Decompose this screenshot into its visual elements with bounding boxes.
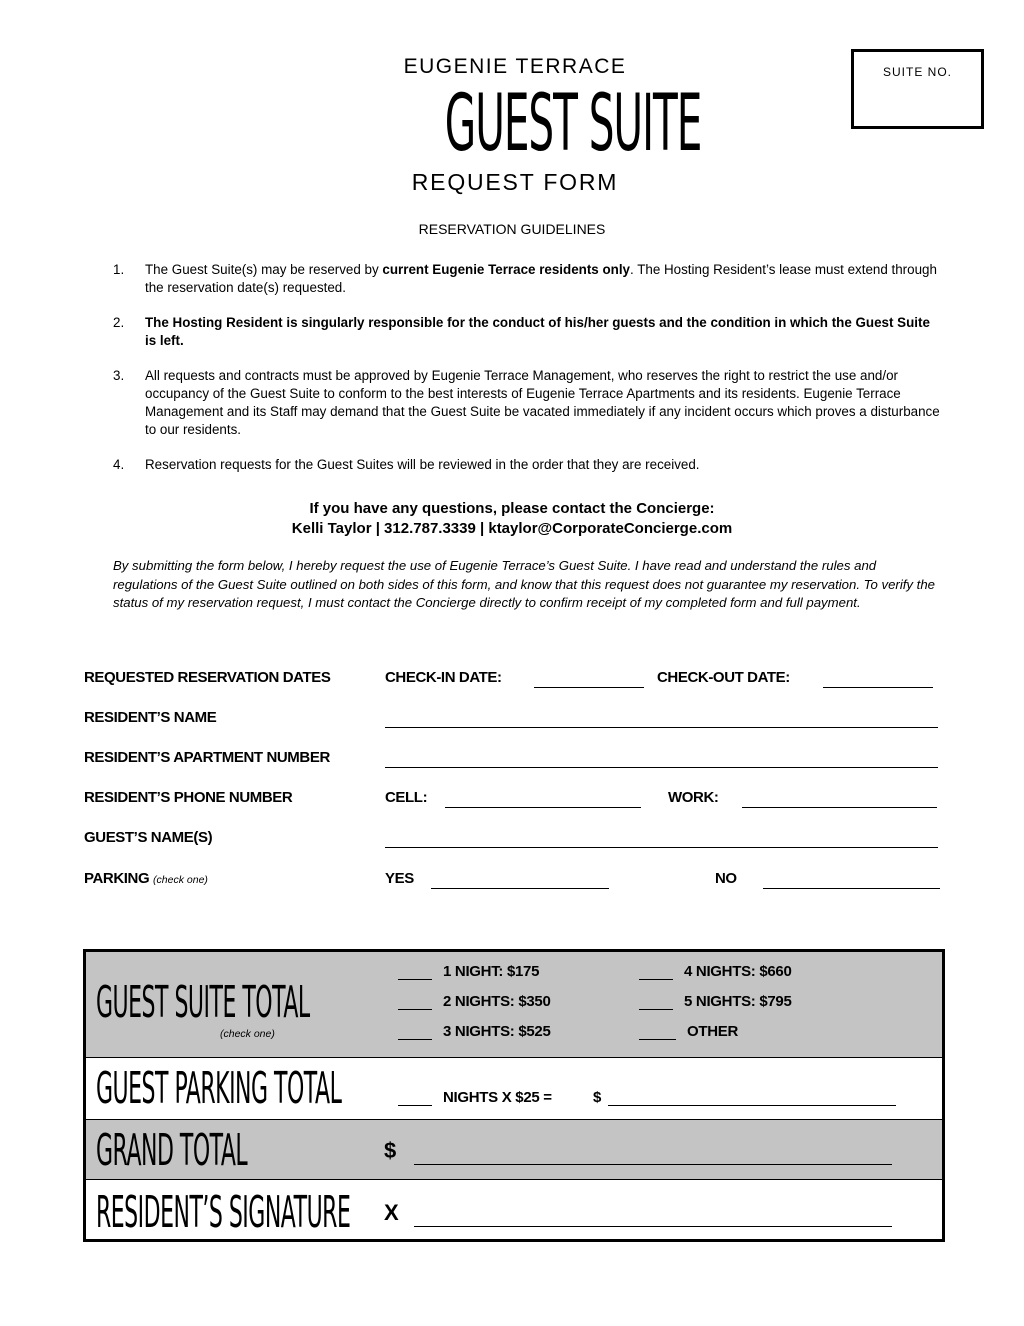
contact-heading: If you have any questions, please contact the Concierge: <box>309 500 715 517</box>
phone-number-label: RESIDENT’S PHONE NUMBER <box>84 789 293 806</box>
concierge-contact <box>0 499 1024 539</box>
parking-yes-field[interactable] <box>431 888 609 889</box>
parking-label: PARKING (check one) <box>84 870 208 887</box>
apartment-number-label: RESIDENT’S APARTMENT NUMBER <box>84 749 330 766</box>
header-building-name: EUGENIE TERRACE <box>403 55 627 78</box>
request-statement: By submitting the form below, I hereby request the use of Eugenie Terrace’s Guest Suite. I have read and understand the rules and regulations of the Guest Suite outlined on both sides of this form, and know that this request does not guarantee my reservation. To verify the status of my reservation request, I must contact the Concierge directly to confirm receipt of my completed form and full payment. <box>113 558 936 610</box>
parking-no-field[interactable] <box>763 888 940 889</box>
suite-total-title: GUEST SUITE TOTAL <box>96 977 310 1028</box>
row-resident-name <box>84 709 944 731</box>
checkin-date-field[interactable] <box>534 687 644 688</box>
suite-total-note: (check one) <box>220 1028 275 1040</box>
checkin-label: CHECK-IN DATE: <box>385 669 502 686</box>
row-guest-names <box>84 829 944 851</box>
parking-nights-field[interactable] <box>398 1105 432 1106</box>
resident-name-label: RESIDENT’S NAME <box>84 709 217 726</box>
grand-total-row <box>86 1119 942 1179</box>
cell-phone-field[interactable] <box>445 807 641 808</box>
guideline-item: 3. All requests and contracts must be approved by Eugenie Terrace Management, who reserves the right to restrict the use and/or occupancy of the Guest Suite to conform to the best interests of Eugenie Terrace Apartments and its residents. Eugenie Terrace Management and its Staff may demand that the Guest Suite be vacated immediately if any incident occurs which proves a disturbance to our residents. <box>113 368 940 437</box>
option-4-nights: 4 NIGHTS: $660 <box>684 963 792 980</box>
option-checkbox-1-night[interactable] <box>398 979 432 980</box>
signature-field[interactable] <box>414 1226 892 1227</box>
guest-names-field[interactable] <box>385 847 938 848</box>
signature-x-mark: X <box>384 1200 399 1225</box>
parking-yes-label: YES <box>385 870 414 887</box>
checkout-label: CHECK-OUT DATE: <box>657 669 790 686</box>
suite-number-box[interactable] <box>851 49 984 129</box>
guideline-item: 2. The Hosting Resident is singularly responsible for the conduct of his/her guests and the condition in which the Guest Suite is left. <box>113 315 930 348</box>
option-2-nights: 2 NIGHTS: $350 <box>443 993 551 1010</box>
option-checkbox-3-nights[interactable] <box>398 1039 432 1040</box>
contact-details: Kelli Taylor | 312.787.3339 | ktaylor@CorporateConcierge.com <box>291 520 733 537</box>
cell-label: CELL: <box>385 789 428 806</box>
parking-amount-field[interactable] <box>608 1105 896 1106</box>
form-header <box>380 55 702 195</box>
guideline-item: 4. Reservation requests for the Guest Suites will be reviewed in the order that they are received. <box>113 457 700 472</box>
suite-number-label: SUITE NO. <box>882 65 952 79</box>
parking-calc-label: NIGHTS X $25 = <box>443 1089 552 1106</box>
signature-row <box>86 1179 942 1239</box>
option-1-night: 1 NIGHT: $175 <box>443 963 540 980</box>
reservation-dates-label: REQUESTED RESERVATION DATES <box>84 669 331 686</box>
signature-title: RESIDENT’S SIGNATURE <box>96 1187 351 1238</box>
totals-table <box>83 949 945 1242</box>
option-5-nights: 5 NIGHTS: $795 <box>684 993 792 1010</box>
row-apartment-number <box>84 749 944 771</box>
row-parking <box>84 870 944 892</box>
suite-total-row <box>86 952 942 1057</box>
header-title: GUEST SUITE <box>444 79 702 169</box>
grand-total-dollar-sign: $ <box>384 1138 396 1163</box>
option-checkbox-2-nights[interactable] <box>398 1009 432 1010</box>
work-phone-field[interactable] <box>742 807 937 808</box>
option-other: OTHER <box>687 1023 739 1040</box>
resident-name-field[interactable] <box>385 727 938 728</box>
parking-total-title: GUEST PARKING TOTAL <box>96 1063 342 1114</box>
guest-names-label: GUEST’S NAME(S) <box>84 829 213 846</box>
guidelines-title: RESERVATION GUIDELINES <box>418 221 606 237</box>
option-checkbox-4-nights[interactable] <box>639 979 673 980</box>
parking-no-label: NO <box>715 870 737 887</box>
grand-total-title: GRAND TOTAL <box>96 1125 248 1176</box>
parking-note: (check one) <box>153 874 208 886</box>
guideline-item: 1. The Guest Suite(s) may be reserved by current Eugenie Terrace residents only. The Hosting Resident’s lease must extend through the reservation date(s) requested. <box>113 262 937 295</box>
work-label: WORK: <box>668 789 719 806</box>
apartment-number-field[interactable] <box>385 767 938 768</box>
parking-dollar-sign: $ <box>593 1089 602 1106</box>
option-checkbox-other[interactable] <box>639 1039 676 1040</box>
row-phone-number <box>84 789 944 811</box>
guidelines-list <box>113 261 943 491</box>
checkout-date-field[interactable] <box>823 687 933 688</box>
row-reservation-dates <box>84 669 944 691</box>
header-subtitle: REQUEST FORM <box>411 169 619 195</box>
grand-total-field[interactable] <box>414 1164 892 1165</box>
option-checkbox-5-nights[interactable] <box>639 1009 673 1010</box>
parking-total-row <box>86 1057 942 1119</box>
option-3-nights: 3 NIGHTS: $525 <box>443 1023 551 1040</box>
